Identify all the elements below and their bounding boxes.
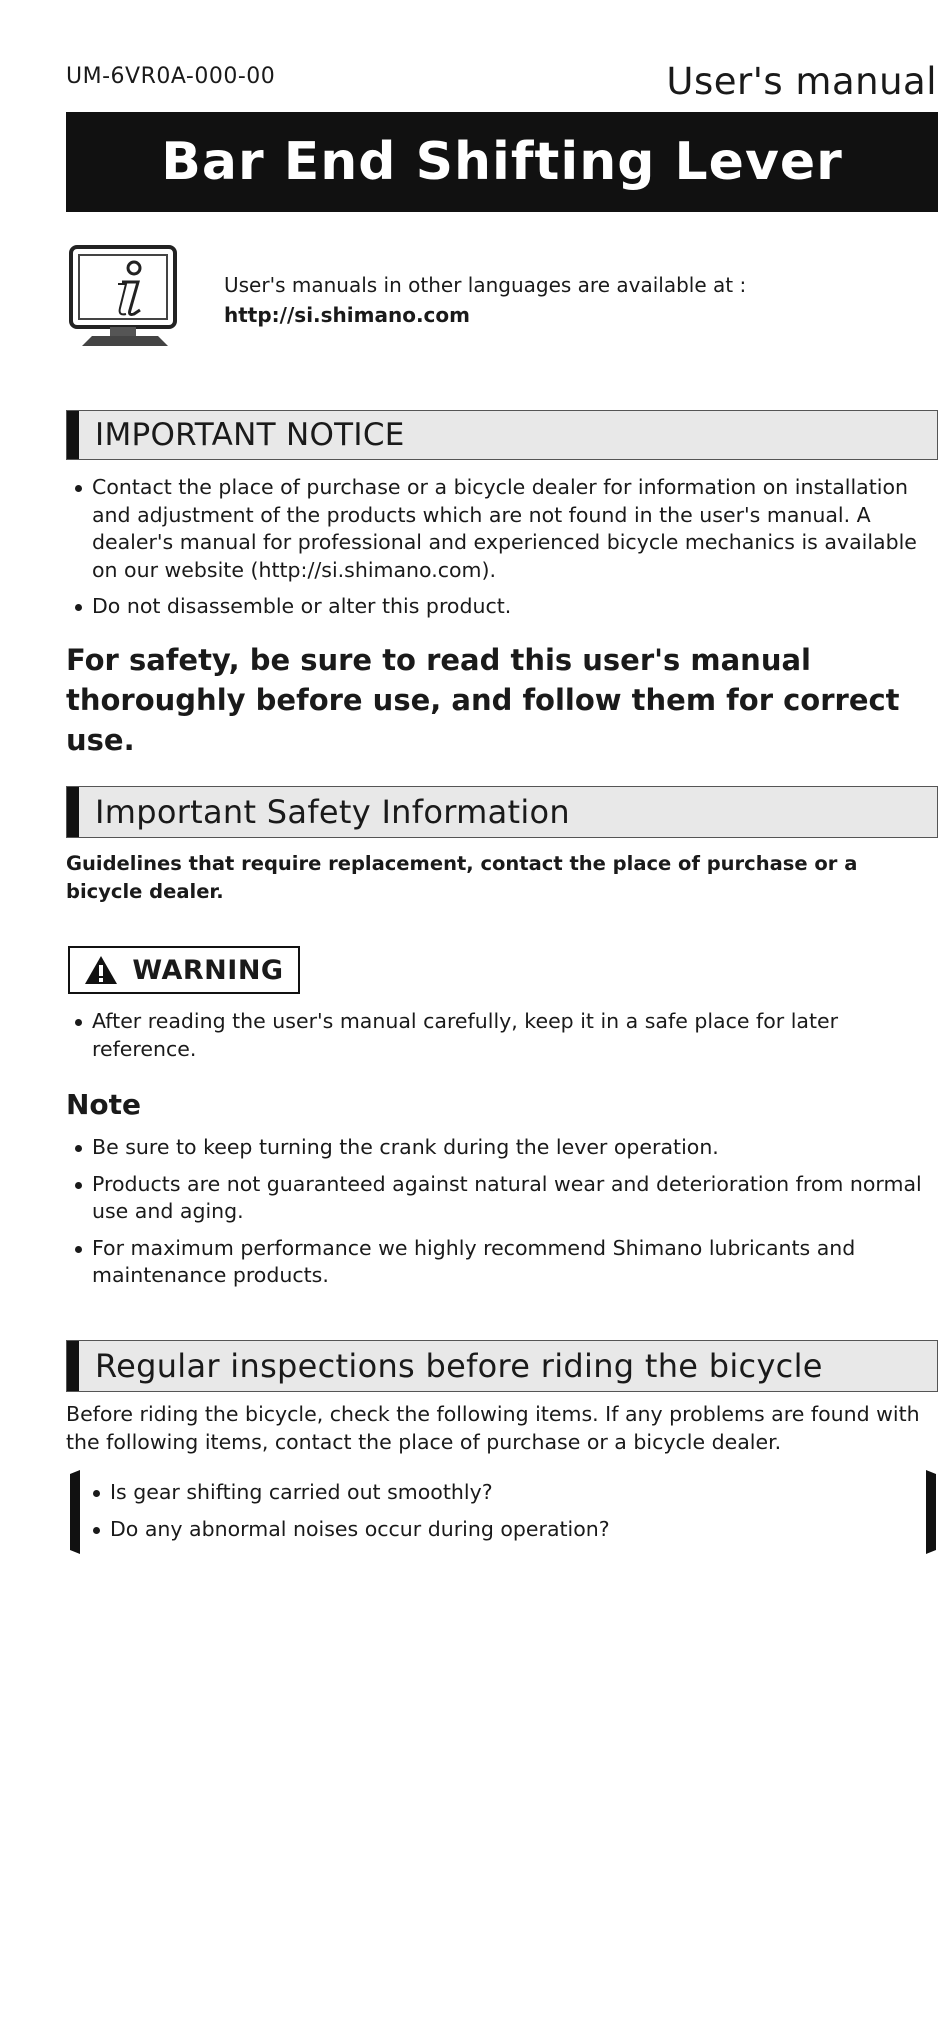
- bracket-left-decoration: [66, 1470, 80, 1554]
- list-item: After reading the user's manual carefully, keep it in a safe place for later reference.: [70, 1008, 940, 1063]
- warning-label: WARNING: [132, 954, 284, 986]
- section-heading-label: IMPORTANT NOTICE: [95, 417, 405, 453]
- list-item: Contact the place of purchase or a bicycle dealer for information on installation and adjustment of the products which are not found in the user's manual. A dealer's manual for professional and experienced bicycle mechanics is available on our website (http://si.shimano.com).: [70, 474, 940, 584]
- section-heading-label: Important Safety Information: [95, 793, 570, 831]
- info-text: User's manuals in other languages are available at :: [224, 273, 747, 297]
- section-heading-regular-inspections: [66, 1340, 938, 1392]
- inspections-intro: Before riding the bicycle, check the following items. If any problems are found with the following items, contact the place of purchase or a bicycle dealer.: [66, 1402, 920, 1454]
- list-item: Be sure to keep turning the crank during the lever operation.: [70, 1134, 940, 1162]
- section-marker: [67, 411, 79, 459]
- list-item: Do not disassemble or alter this product.: [70, 593, 940, 621]
- bracket-right-decoration: [926, 1470, 940, 1554]
- list-item: Products are not guaranteed against natural wear and deterioration from normal use and aging.: [70, 1171, 940, 1226]
- document-code: UM-6VR0A-000-00: [66, 64, 276, 89]
- section-marker: [67, 1341, 79, 1391]
- section-marker: [67, 787, 79, 837]
- info-block: [224, 270, 746, 330]
- section-heading-safety-information: [66, 786, 938, 838]
- warning-triangle-icon: [84, 955, 118, 985]
- warning-list: [70, 1008, 940, 1072]
- inspections-checklist: [88, 1479, 888, 1552]
- note-heading: Note: [66, 1088, 142, 1121]
- title-banner: [66, 112, 938, 212]
- page-title: Bar End Shifting Lever: [161, 132, 843, 192]
- info-url-link[interactable]: http://si.shimano.com: [224, 303, 470, 327]
- note-list: [70, 1134, 940, 1299]
- list-item: Is gear shifting carried out smoothly?: [88, 1479, 888, 1507]
- warning-badge: [68, 946, 300, 994]
- list-item: For maximum performance we highly recommend Shimano lubricants and maintenance products.: [70, 1235, 940, 1290]
- guidelines-text: Guidelines that require replacement, contact the place of purchase or a bicycle dealer.: [66, 852, 858, 903]
- info-monitor-icon: [68, 244, 184, 352]
- list-item: Do any abnormal noises occur during operation?: [88, 1516, 888, 1544]
- important-notice-list: [70, 474, 940, 630]
- document-type: User's manual: [666, 60, 937, 103]
- section-heading-label: Regular inspections before riding the bicycle: [95, 1347, 823, 1385]
- safety-statement: For safety, be sure to read this user's manual thoroughly before use, and follow them for correct use.: [66, 643, 900, 757]
- section-heading-important-notice: [66, 410, 938, 460]
